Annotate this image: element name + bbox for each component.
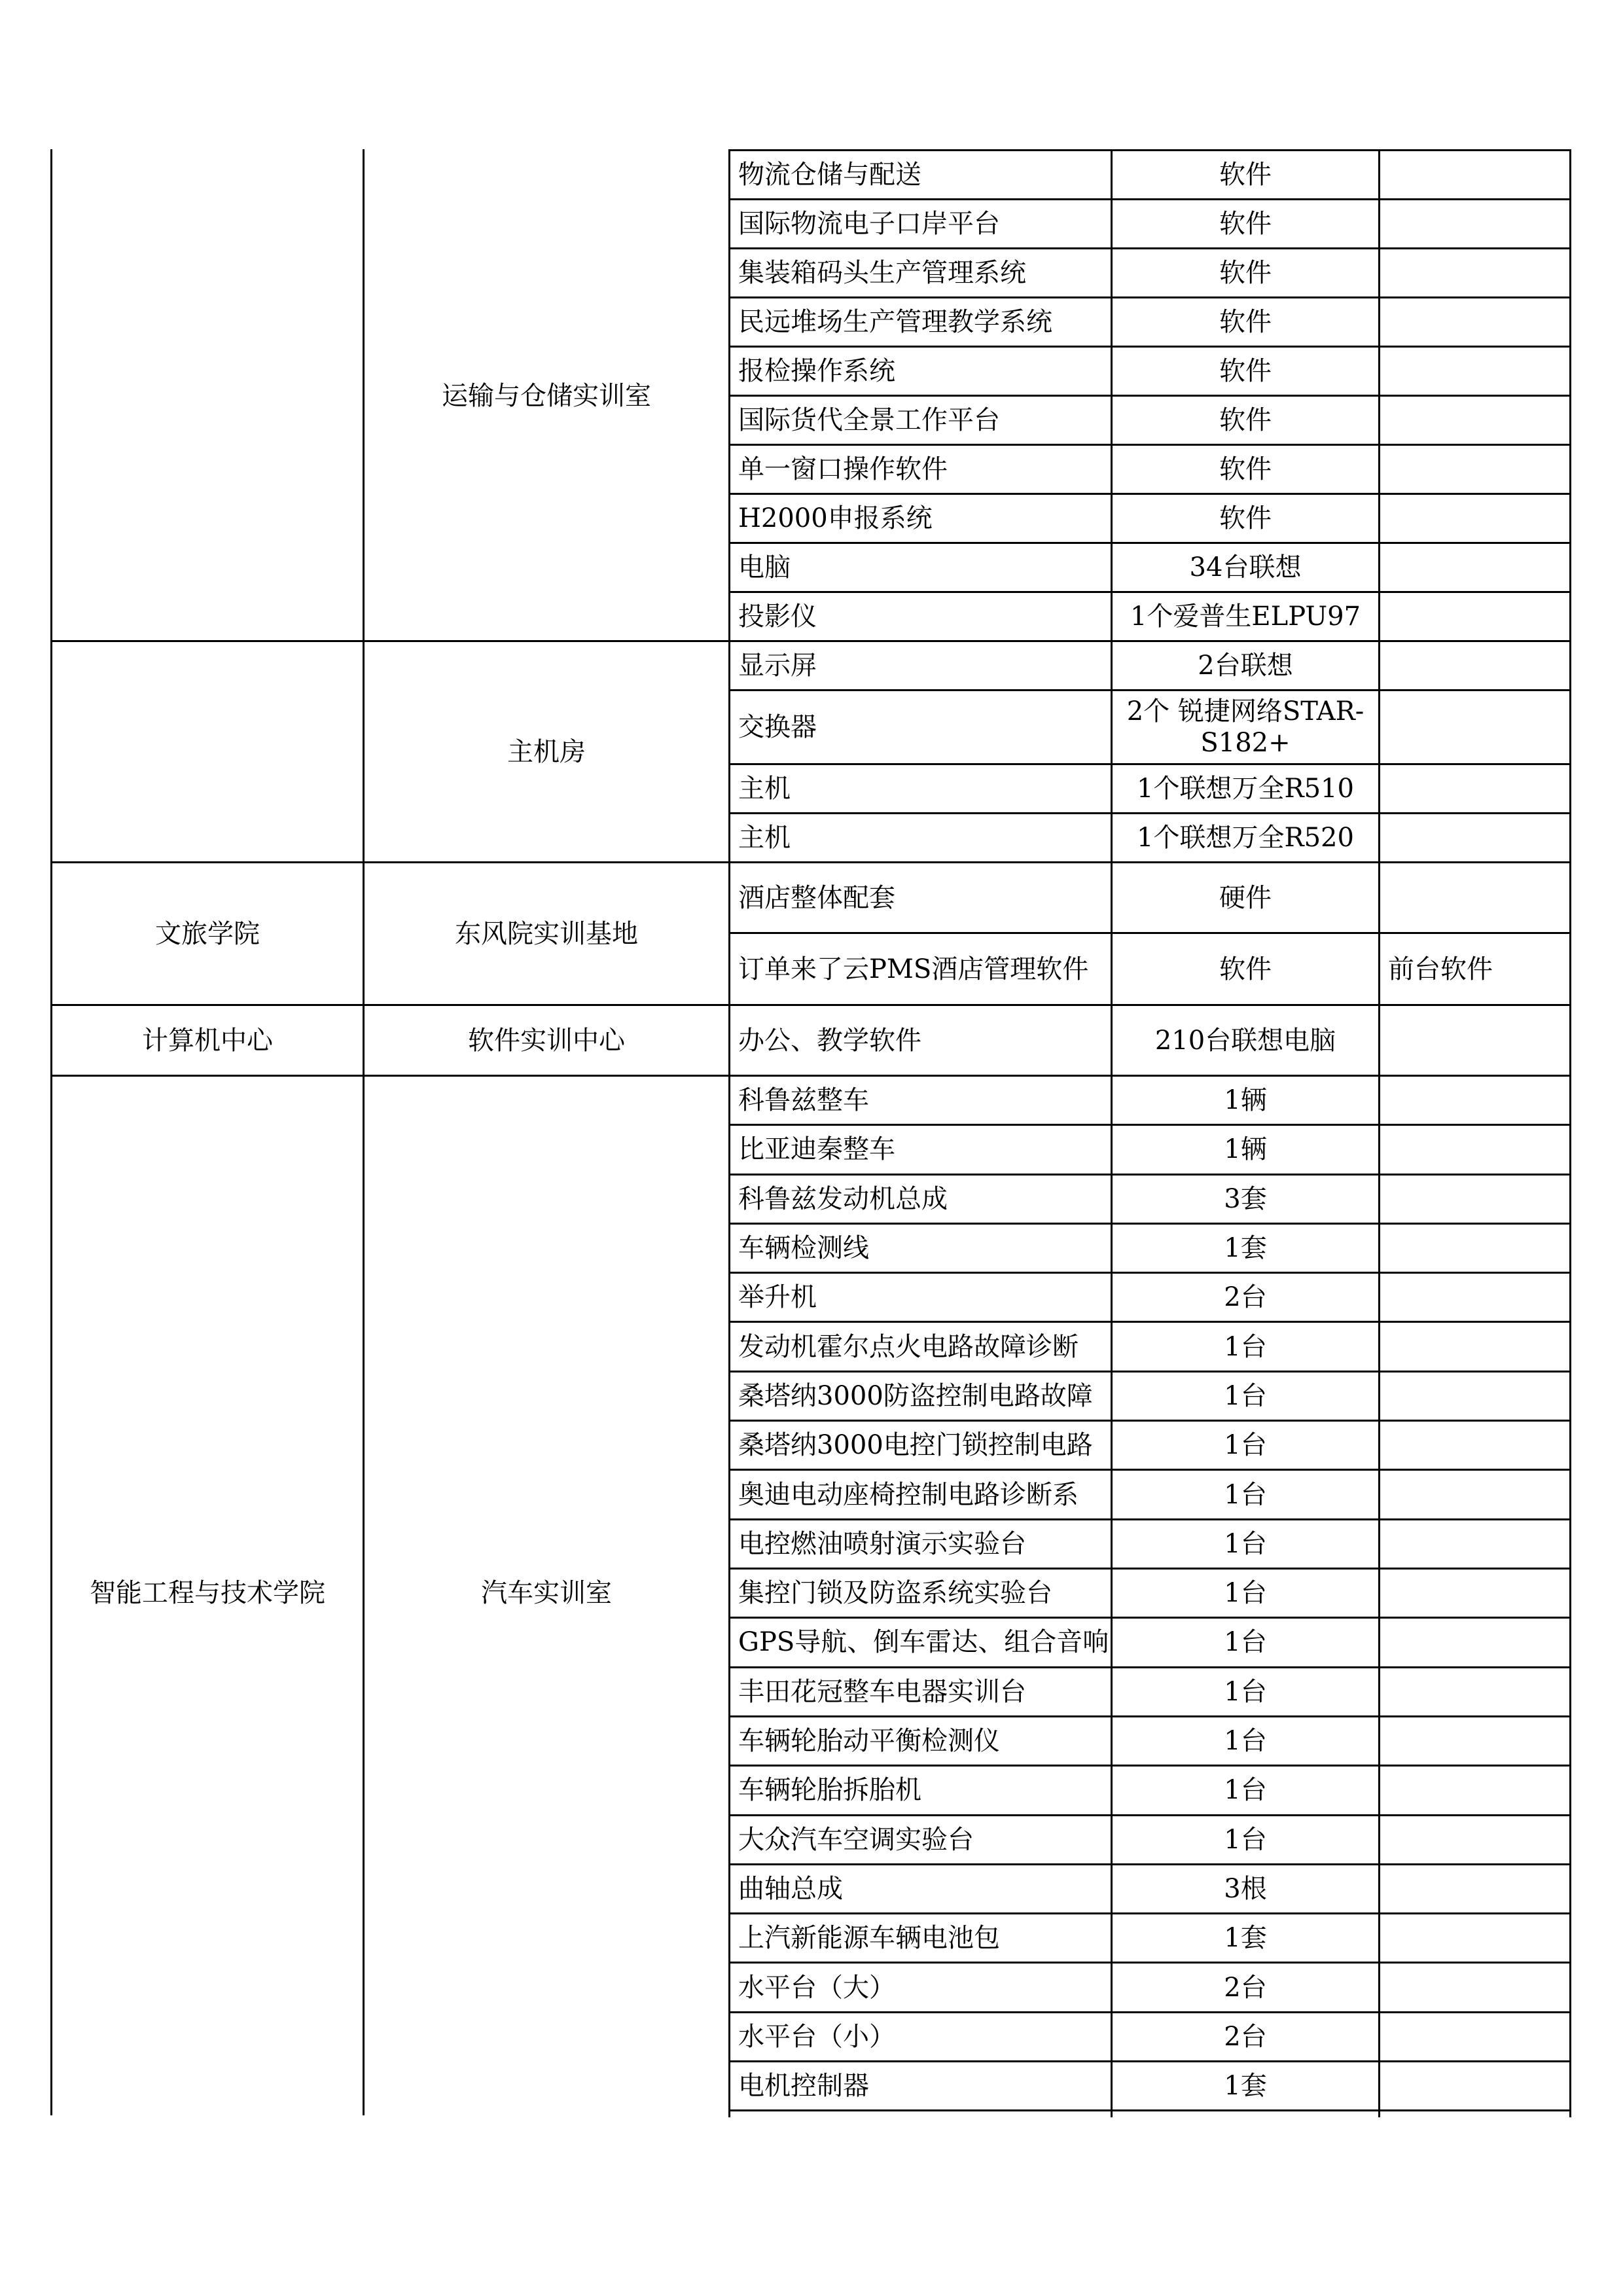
item-name-cell: 主机 [738,774,791,804]
note-cell [1380,814,1569,861]
column-border [50,149,52,2115]
spec-cell: 1台 [1224,1528,1267,1559]
item-name-cell: 电控燃油喷射演示实验台 [738,1528,1026,1559]
note-cell [1380,691,1569,763]
item-name-cell: 投影仪 [738,601,817,632]
item-name-cell: 主机 [738,823,791,853]
note-cell [1380,1471,1569,1518]
item-name-cell: 集控门锁及防盗系统实验台 [738,1578,1052,1609]
item-name-cell: 桑塔纳3000电控门锁控制电路 [738,1430,1093,1461]
spec-cell: 软件 [1219,160,1272,190]
item-name-cell: 水平台（小） [738,2021,895,2052]
item-name-cell: 奥迪电动座椅控制电路诊断系 [738,1479,1079,1510]
note-cell [1380,1372,1569,1420]
item-name-cell: H2000申报系统 [738,503,933,533]
college-cell [52,151,363,640]
item-name-cell: 大众汽车空调实验台 [738,1824,974,1855]
college-cell [52,642,363,861]
spec-cell: 1台 [1224,1331,1267,1362]
note-cell [1380,1006,1569,1075]
item-name-cell: 科鲁兹整车 [738,1085,869,1116]
base-cell: 运输与仓储实训室 [442,380,651,411]
spec-cell: 2台 [1224,1282,1267,1313]
note-cell [1380,1077,1569,1124]
note-cell [1380,298,1569,346]
item-name-cell: 发动机霍尔点火电路故障诊断 [738,1331,1079,1362]
spec-cell: 2个 锐捷网络STAR-S182+ [1126,696,1364,758]
note-cell [1380,1717,1569,1765]
item-name-cell: 曲轴总成 [738,1873,843,1904]
note-cell: 前台软件 [1388,954,1493,984]
college-cell: 计算机中心 [142,1025,273,1056]
spec-cell: 1个联想万全R520 [1137,823,1354,853]
spec-cell: 1台 [1224,1627,1267,1658]
row-divider [728,2109,1571,2111]
note-cell [1380,249,1569,296]
item-name-cell: 电机控制器 [738,2071,869,2102]
item-name-cell: 订单来了云PMS酒店管理软件 [738,954,1089,984]
spec-cell: 1台 [1224,1578,1267,1609]
base-cell: 东风院实训基地 [455,918,638,949]
item-name-cell: 上汽新能源车辆电池包 [738,1923,1000,1954]
spec-cell: 1套 [1224,1923,1267,1954]
note-cell [1380,2013,1569,2060]
note-cell [1380,1422,1569,1469]
spec-cell: 软件 [1219,258,1272,288]
item-name-cell: 办公、教学软件 [738,1025,921,1056]
note-cell [1380,1767,1569,1814]
note-cell [1380,1619,1569,1666]
item-name-cell: 交换器 [738,712,817,742]
note-cell [1380,1175,1569,1223]
note-cell [1380,151,1569,198]
item-name-cell: 桑塔纳3000防盗控制电路故障 [738,1380,1093,1411]
note-cell [1380,1865,1569,1912]
column-border [1378,149,1380,2117]
item-name-cell: 报检操作系统 [738,356,895,386]
note-cell [1380,1323,1569,1371]
item-name-cell: 水平台（大） [738,1972,895,2003]
note-cell [1380,397,1569,444]
item-name-cell: 民远堆场生产管理教学系统 [738,307,1052,337]
note-cell [1380,593,1569,640]
spec-cell: 1台 [1224,1430,1267,1461]
spec-cell: 210台联想电脑 [1154,1025,1336,1056]
column-border [728,149,730,2117]
spec-cell: 1台 [1224,1676,1267,1707]
note-cell [1380,765,1569,812]
item-name-cell: 国际物流电子口岸平台 [738,209,1000,239]
item-name-cell: 酒店整体配套 [738,882,895,913]
item-name-cell: 物流仓储与配送 [738,160,921,190]
spec-cell: 软件 [1219,503,1272,533]
note-cell [1380,1816,1569,1863]
item-name-cell: 集装箱码头生产管理系统 [738,258,1026,288]
item-name-cell: 举升机 [738,1282,817,1313]
spec-cell: 3根 [1224,1873,1267,1904]
note-cell [1380,446,1569,493]
note-cell [1380,1668,1569,1715]
column-border [1569,149,1571,2117]
spec-cell: 2台 [1224,1972,1267,2003]
spec-cell: 1个联想万全R510 [1137,774,1354,804]
note-cell [1380,200,1569,247]
note-cell [1380,1274,1569,1321]
spec-cell: 1个爱普生ELPU97 [1130,601,1361,632]
spec-cell: 1套 [1224,2071,1267,2102]
college-cell: 智能工程与技术学院 [90,1578,325,1609]
spec-cell: 1台 [1224,1775,1267,1806]
spec-cell: 软件 [1219,454,1272,484]
spec-cell: 软件 [1219,209,1272,239]
base-cell: 汽车实训室 [481,1578,612,1609]
item-name-cell: 科鲁兹发动机总成 [738,1183,948,1214]
note-cell [1380,1964,1569,2011]
spec-cell: 软件 [1219,307,1272,337]
item-name-cell: 单一窗口操作软件 [738,454,948,484]
spec-cell: 1台 [1224,1726,1267,1757]
spec-cell: 软件 [1219,954,1272,984]
item-name-cell: 车辆轮胎动平衡检测仪 [738,1726,1000,1757]
note-cell [1380,1520,1569,1568]
spec-cell: 硬件 [1219,882,1272,913]
note-cell [1380,348,1569,395]
base-cell: 主机房 [507,736,586,767]
spec-cell: 1辆 [1224,1134,1267,1165]
column-border [1111,149,1113,2117]
note-cell [1380,863,1569,932]
note-cell [1380,1225,1569,1272]
spec-cell: 1台 [1224,1824,1267,1855]
note-cell [1380,544,1569,591]
college-cell: 文旅学院 [155,918,260,949]
spec-cell: 1台 [1224,1479,1267,1510]
note-cell [1380,1126,1569,1173]
spec-cell: 1套 [1224,1233,1267,1264]
note-cell [1380,495,1569,542]
spec-cell: 34台联想 [1189,552,1302,583]
item-name-cell: 丰田花冠整车电器实训台 [738,1676,1026,1707]
note-cell [1380,2062,1569,2109]
spec-cell: 2台联想 [1198,651,1293,681]
note-cell [1380,642,1569,689]
item-name-cell: 国际货代全景工作平台 [738,405,1000,435]
spec-cell: 1台 [1224,1380,1267,1411]
item-name-cell: 比亚迪秦整车 [738,1134,895,1165]
spec-cell: 2台 [1224,2021,1267,2052]
base-cell: 软件实训中心 [468,1025,625,1056]
note-cell [1380,1914,1569,1962]
item-name-cell: 车辆轮胎拆胎机 [738,1775,921,1806]
spec-cell: 软件 [1219,356,1272,386]
spec-cell: 软件 [1219,405,1272,435]
item-name-cell: GPS导航、倒车雷达、组合音响 [738,1627,1109,1658]
column-border [363,149,365,2115]
note-cell [1380,1570,1569,1617]
item-name-cell: 电脑 [738,552,791,583]
item-name-cell: 显示屏 [738,651,817,681]
item-name-cell: 车辆检测线 [738,1233,869,1264]
spec-cell: 1辆 [1224,1085,1267,1116]
spec-cell: 3套 [1224,1183,1267,1214]
